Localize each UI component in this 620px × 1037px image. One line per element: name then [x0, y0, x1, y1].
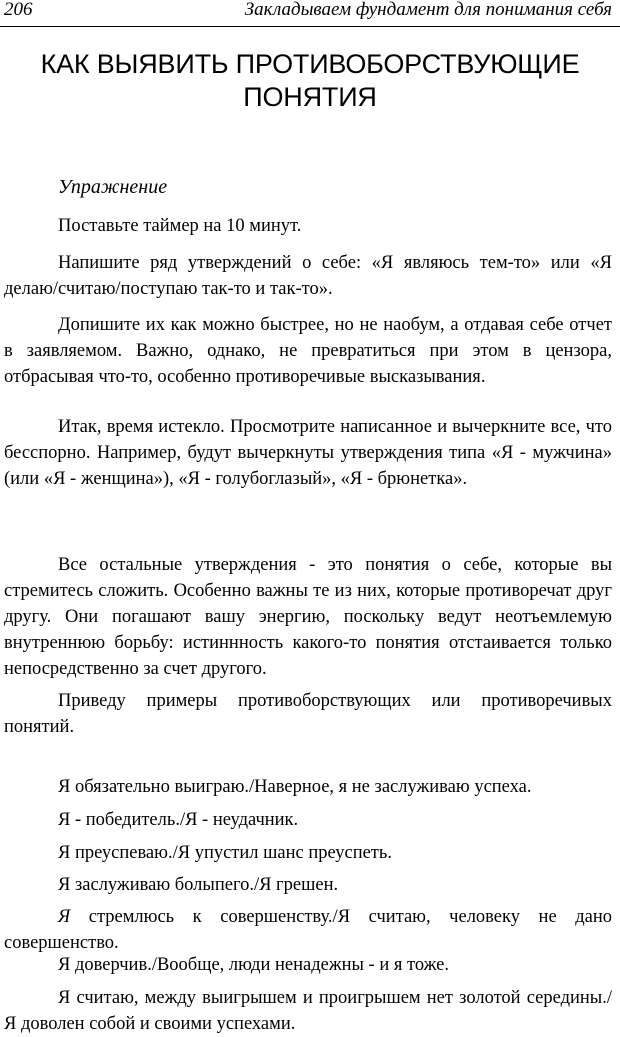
paragraph: Поставьте таймер на 10 минут.	[58, 216, 302, 236]
example-line: Я - победитель./Я - неудачник.	[58, 810, 299, 830]
paragraph: Все остальные утверждения - это понятия о себе, которые вы стремитесь сложить. Особенно важны те из них, которые противоречат друг другу. Они погашают вашу энергию, поскольку ведут неотъемлемую внутреннюю борьбу: истиннность какого-то понятия отстаивается только непосредственно за счет другого.	[4, 555, 612, 679]
exercise-subheading: Упражнение	[58, 176, 168, 198]
paragraph: Напишите ряд утверждений о себе: «Я являюсь тем-то» или «Я делаю/считаю/поступаю так-то и так-то».	[4, 253, 612, 299]
example-line	[4, 904, 612, 956]
running-title: Закладываем фундамент для понимания себя	[244, 0, 612, 20]
chapter-title-line: ПОНЯТИЯ	[243, 82, 377, 112]
paragraph: Допишите их как можно быстрее, но не наобум, а отдавая себе отчет в заявляемом. Важно, однако, не превратиться при этом в цензора, отбрасывая что-то, особенно противоречивые высказывания.	[4, 315, 612, 387]
page-number: 206	[4, 0, 33, 20]
chapter-title	[0, 48, 620, 114]
example-line: Я преуспеваю./Я упустил шанс преуспеть.	[58, 843, 392, 863]
paragraph: Итак, время истекло. Просмотрите написанное и вычеркните все, что бесспорно. Например, будут вычеркнуты утверждения типа «Я - мужчина» (или «Я - женщина»), «Я - голубоглазый», «Я - брюнетка».	[4, 417, 612, 489]
example-line: Я обязательно выиграю./Наверное, я не заслуживаю успеха.	[58, 777, 532, 797]
example-line: Я доверчив./Вообще, люди ненадежны - и я тоже.	[58, 955, 450, 975]
page-header	[0, 0, 620, 27]
example-italic-start: Я	[58, 907, 71, 927]
example-line: Я считаю, между выигрышем и проигрышем нет золотой середины./Я доволен собой и своими успехами.	[4, 988, 612, 1034]
example-line: Я заслуживаю болыпего./Я грешен.	[58, 875, 339, 895]
chapter-title-line: КАК ВЫЯВИТЬ ПРОТИВОБОРСТВУЮЩИЕ	[40, 49, 580, 79]
paragraph: Приведу примеры противоборствующих или противоречивых понятий.	[4, 691, 612, 737]
example-rest: стремлюсь к совершенству./Я считаю, человеку не дано совершенство.	[4, 907, 612, 953]
